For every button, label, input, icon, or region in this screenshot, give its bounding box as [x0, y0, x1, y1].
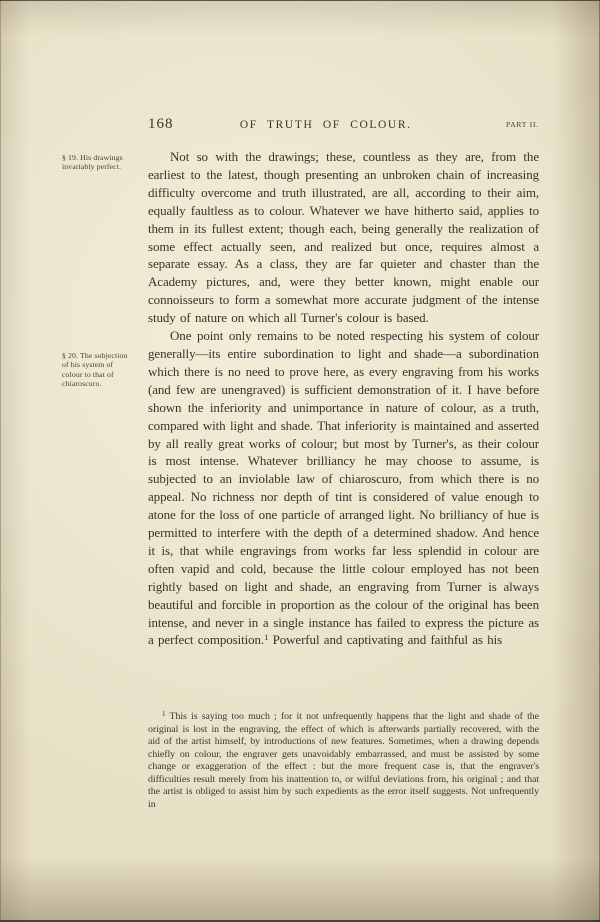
- paragraph-19-text: Not so with the drawings; these, countless as they are, from the earliest to the latest, though presenting an unbroken chain of increasing difficulty overcome and truth illustrated, are all, according to their aim, equally faultless as to colour. Whatever we have hitherto said, applies to them in its fullest extent; though each, being generally the realization of some effect actually seen, and realized but once, requires almost a separate essay. As a class, they are far quieter and chaster than the Academy pictures, and, were they better known, might enable our connoisseurs to form a somewhat more accurate judgment of the intense study of nature on which all Turner's colour is based.: [148, 149, 539, 326]
- paragraph-19: [148, 148, 539, 327]
- footnote: [148, 711, 539, 811]
- main-text-column: [148, 148, 539, 649]
- running-title: OF TRUTH OF COLOUR.: [239, 119, 412, 131]
- margin-note-section-20: § 20. The subjection of his system of colour to that of chiaroscuro.: [62, 351, 128, 388]
- running-head: [148, 116, 539, 133]
- part-label: PART II.: [505, 120, 539, 129]
- paragraph-20-continuation: Powerful and captivating and faithful as his: [272, 632, 503, 648]
- margin-note-section-19: § 19. His drawings invariably perfect.: [62, 153, 123, 172]
- paragraph-20-text: One point only remains to be noted respecting his system of colour generally—its entire subordination to light and shade—a subordination which there is no need to prove here, as every engraving from his works (and few are unengraved) is sufficient demonstration of it. I have before shown the inferiority and unimportance in nature of colour, as a truth, compared with light and shade. That inferiority is maintained and asserted by all really great works of colour; but most by Turner's, as their colour is most intense. Whatever brilliancy he may choose to assume, is subjected to an inviolable law of chiaroscuro, from which there is no appeal. No richness nor depth of tint is considered of value enough to atone for the loss of one particle of arranged light. No brilliancy of hue is permitted to interfere with the depth of a determined shadow. And hence it is, that while engravings from works far less splendid in colour are often vapid and cold, because the little colour employed has not been rightly based on light and shade, an engraving from Turner is always beautiful and forcible in proportion as the colour of the original has been intense, and never in a single instance has failed to express the picture as a perfect composition.: [148, 328, 539, 648]
- page-number: 168: [148, 116, 174, 132]
- footnote-text: This is saying too much ; for it not unfrequently happens that the light and shade of the original is lost in the engraving, the effect of which is afterwards partially recovered, with the aid of the artist himself, by introductions of new features. Sometimes, when a drawing depends chiefly on colour, the engraver gets unavoidably embarrassed, and must be assisted by some change or exaggeration of the effect : but the more frequent case is, that the engraver's difficulties result merely from his inattention to, or wilful deviations from, his original ; and that the artist is obliged to assist him by such expedients as the error itself suggests. Not unfrequently in: [148, 711, 539, 810]
- footnote-reference-marker: 1: [264, 632, 269, 643]
- paragraph-20: [148, 327, 539, 649]
- footnote-marker: 1: [162, 710, 166, 718]
